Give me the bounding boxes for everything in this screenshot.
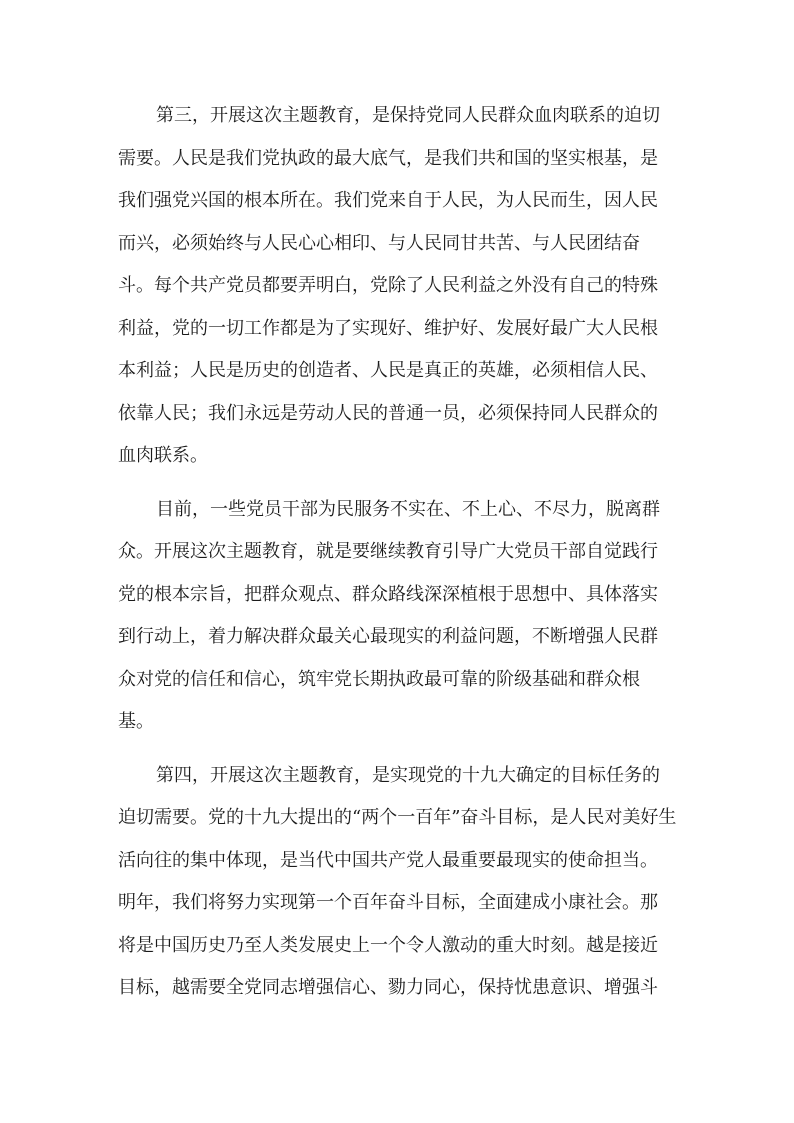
- paragraph-3-line-1: 第四，开展这次主题教育，是实现党的十九大确定的目标任务的: [156, 765, 660, 786]
- paragraph-2-line-5: 众对党的信任和信心，筑牢党长期执政最可靠的阶级基础和群众根: [118, 669, 640, 690]
- paragraph-2-line-3: 党的根本宗旨，把群众观点、群众路线深深植根于思想中、具体落实: [118, 584, 658, 605]
- paragraph-1-line-4: 而兴，必须始终与人民心心相印、与人民同甘共苦、与人民团结奋: [118, 233, 640, 254]
- paragraph-1-line-9: 血肉联系。: [118, 445, 208, 466]
- paragraph-3-line-6: 目标，越需要全党同志增强信心、勠力同心，保持忧患意识、增强斗: [118, 977, 658, 998]
- paragraph-2-line-4: 到行动上，着力解决群众最关心最现实的利益问题，不断增强人民群: [118, 626, 658, 647]
- paragraph-1-line-2: 需要。人民是我们党执政的最大底气，是我们共和国的坚实根基，是: [118, 148, 658, 169]
- paragraph-2-line-2: 众。开展这次主题教育，就是要继续教育引导广大党员干部自觉践行: [118, 541, 658, 562]
- paragraph-3-line-2: 迫切需要。党的十九大提出的“两个一百年”奋斗目标，是人民对美好生: [118, 807, 677, 828]
- paragraph-1-line-3: 我们强党兴国的根本所在。我们党来自于人民，为人民而生，因人民: [118, 190, 658, 211]
- paragraph-1-line-5: 斗。每个共产党员都要弄明白，党除了人民利益之外没有自己的特殊: [118, 275, 658, 296]
- paragraph-3-line-3: 活向往的集中体现，是当代中国共产党人最重要最现实的使命担当。: [118, 850, 658, 871]
- paragraph-3-line-4: 明年，我们将努力实现第一个百年奋斗目标，全面建成小康社会。那: [118, 892, 658, 913]
- paragraph-2-line-1: 目前，一些党员干部为民服务不实在、不上心、不尽力，脱离群: [156, 499, 660, 520]
- paragraph-1-line-8: 依靠人民；我们永远是劳动人民的普通一员，必须保持同人民群众的: [118, 403, 658, 424]
- paragraph-3-line-5: 将是中国历史乃至人类发展史上一个令人激动的重大时刻。越是接近: [118, 935, 658, 956]
- paragraph-1-line-7: 本利益；人民是历史的创造者、人民是真正的英雄，必须相信人民、: [118, 360, 658, 381]
- paragraph-1-line-6: 利益，党的一切工作都是为了实现好、维护好、发展好最广大人民根: [118, 318, 658, 339]
- paragraph-2-line-6: 基。: [118, 711, 154, 732]
- paragraph-1-line-1: 第三，开展这次主题教育，是保持党同人民群众血肉联系的迫切: [156, 105, 660, 126]
